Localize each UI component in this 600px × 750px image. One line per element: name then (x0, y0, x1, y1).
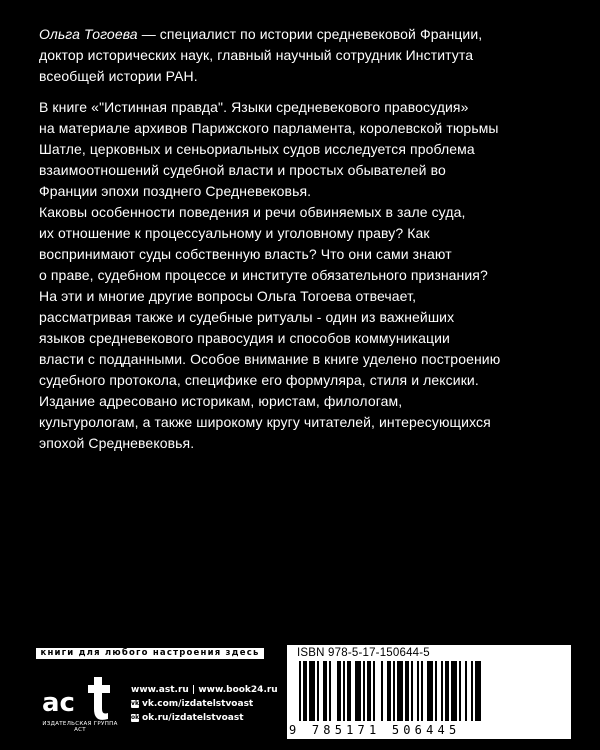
barcode-bar (397, 661, 403, 721)
barcode-bar (367, 661, 371, 721)
publisher-tagline: книги для любого настроения здесь (36, 648, 264, 659)
barcode-bar (405, 661, 409, 721)
description-line: воспринимают суды собственную власть? Что они сами знают (39, 246, 452, 262)
description-line: эпохой Средневековья. (39, 435, 195, 451)
barcode-bar (381, 661, 383, 721)
logo-caption: ИЗДАТЕЛЬСКАЯ ГРУППА АСТ (42, 721, 118, 733)
barcode-bar (299, 661, 301, 721)
book-description (39, 97, 559, 454)
barcode-bar (355, 661, 361, 721)
barcode-bar (373, 661, 375, 721)
ast-logo-icon (36, 665, 124, 723)
isbn-label: ISBN 978-5-17-150644-5 (297, 647, 430, 659)
barcode-bar (421, 661, 423, 721)
description-line: Каковы особенности поведения и речи обвиняемых в зале суда, (39, 204, 466, 220)
barcode-bar (417, 661, 419, 721)
description-line: о праве, судебном процессе и институте обязательного признания? (39, 267, 488, 283)
ok-link[interactable]: ok ok.ru/izdatelstvoast (131, 713, 244, 723)
description-line: судебного протокола, специфике его формуляра, стиля и лексики. (39, 372, 479, 388)
author-name: Ольга Тогоева (39, 26, 138, 42)
vk-link[interactable]: vk vk.com/izdatelstvoast (131, 699, 254, 709)
ok-icon: ok (131, 714, 140, 721)
barcode (287, 661, 571, 723)
description-line: На эти и многие другие вопросы Ольга Тогоева отвечает, (39, 288, 417, 304)
barcode-bar (363, 661, 365, 721)
barcode-bar (323, 661, 327, 721)
barcode-bar (445, 661, 449, 721)
barcode-bar (435, 661, 437, 721)
description-line: взаимоотношений судебной власти и простых обывателей во (39, 162, 446, 178)
barcode-bar (427, 661, 433, 721)
barcode-bar (411, 661, 413, 721)
barcode-digits: 9 785171 506445 (289, 723, 461, 737)
barcode-bar (393, 661, 395, 721)
websites-link[interactable]: www.ast.ru | www.book24.ru (131, 685, 278, 695)
barcode-bar (309, 661, 315, 721)
publisher-links (131, 683, 278, 725)
barcode-bar (329, 661, 331, 721)
barcode-bar (465, 661, 467, 721)
vk-icon: vk (131, 700, 139, 707)
barcode-bar (475, 661, 481, 721)
barcode-bar (441, 661, 443, 721)
barcode-bar (317, 661, 319, 721)
isbn-barcode-block (287, 645, 571, 739)
svg-text:ас: ас (42, 688, 75, 718)
barcode-bar (387, 661, 391, 721)
description-line: власти с подданными. Особое внимание в книге уделено построению (39, 351, 501, 367)
barcode-bar (459, 661, 461, 721)
description-line: на материале архивов Парижского парламента, королевской тюрьмы (39, 120, 499, 136)
barcode-bar (337, 661, 341, 721)
description-line: Франции эпохи позднего Средневековья. (39, 183, 312, 199)
description-line: В книге «"Истинная правда". Языки средневекового правосудия» (39, 99, 469, 115)
bio-line: доктор исторических наук, главный научный сотрудник Института (39, 47, 474, 63)
description-line: Шатле, церковных и сеньориальных судов исследуется проблема (39, 141, 475, 157)
barcode-bar (451, 661, 457, 721)
publisher-logo (36, 665, 124, 733)
description-line: языков средневекового правосудия и способов коммуникации (39, 330, 450, 346)
description-line: культурологам, а также широкому кругу читателей, интересующихся (39, 414, 491, 430)
barcode-bar (343, 661, 345, 721)
description-line: Издание адресовано историкам, юристам, филологам, (39, 393, 403, 409)
barcode-bar (347, 661, 351, 721)
barcode-bar (303, 661, 307, 721)
barcode-bar (471, 661, 473, 721)
bio-line: всеобщей истории РАН. (39, 68, 198, 84)
description-line: рассматривая также и судебные ритуалы - один из важнейших (39, 309, 455, 325)
author-bio (39, 24, 559, 87)
bio-line: Ольга Тогоева — специалист по истории средневековой Франции, (39, 26, 483, 42)
description-line: их отношение к процессуальному и уголовному праву? Как (39, 225, 430, 241)
back-cover-text (39, 24, 559, 454)
